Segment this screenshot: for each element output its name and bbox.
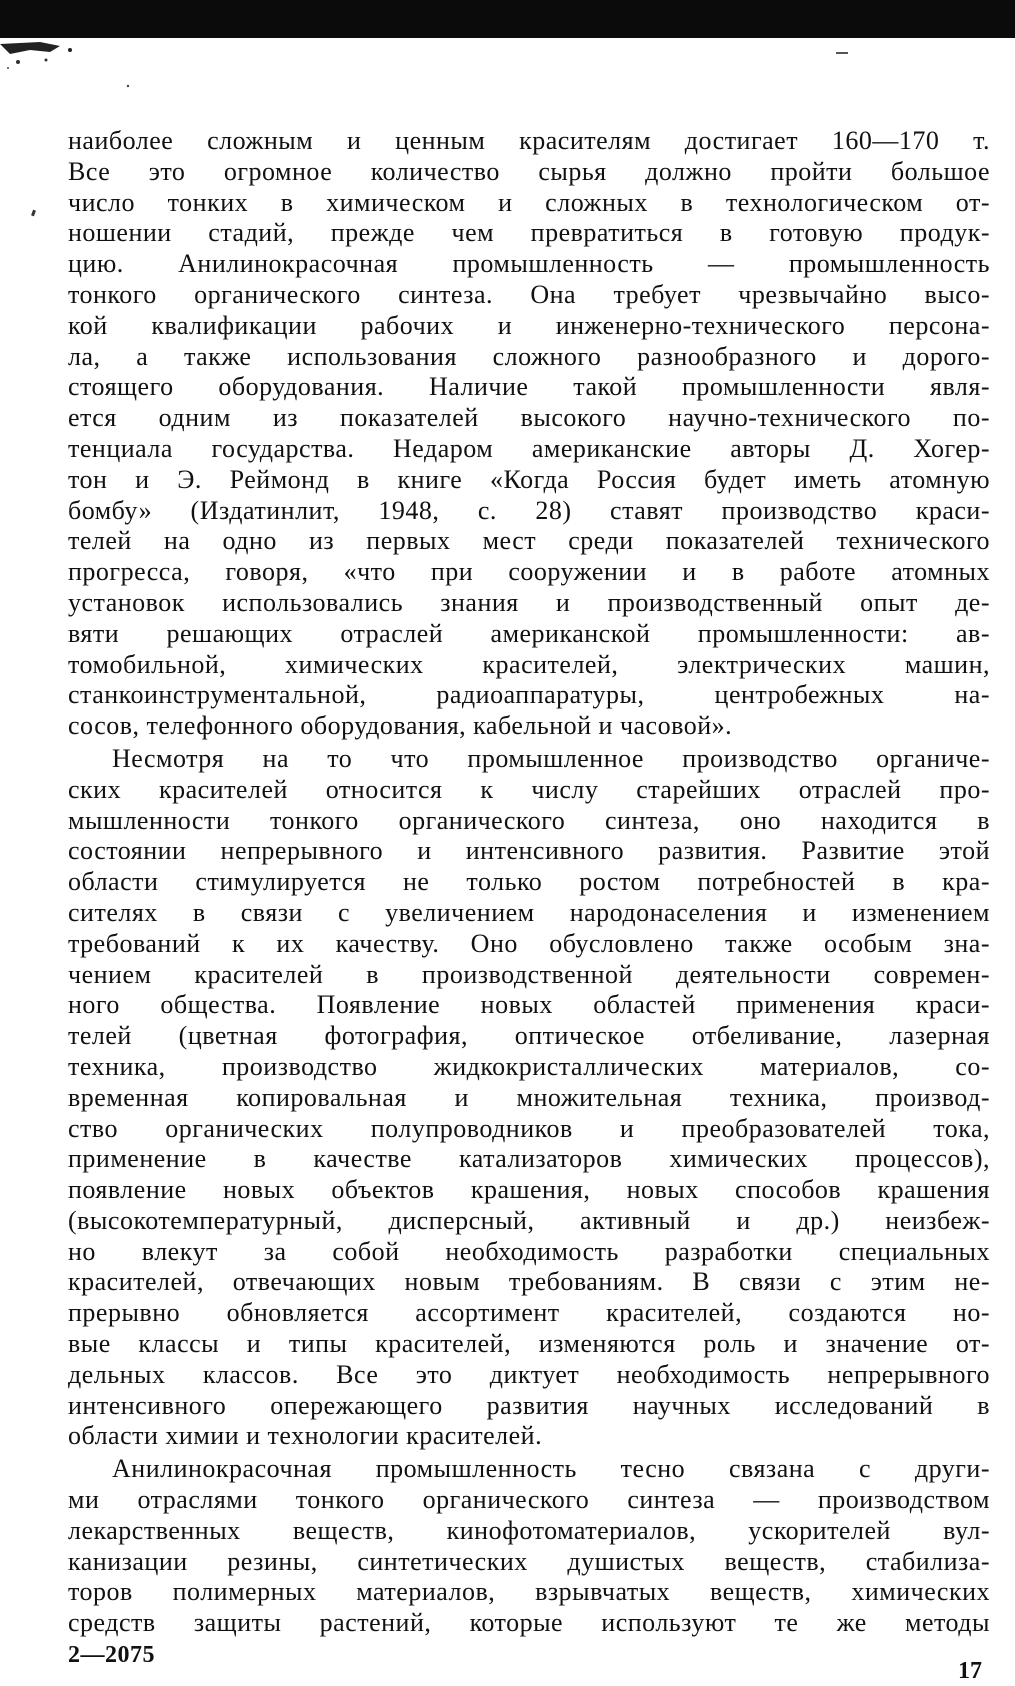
text-line: Несмотря на то что промышленное производство органиче- — [112, 743, 990, 773]
text-line: Все это огромное количество сырья должно пройти большое — [68, 156, 990, 186]
text-line: мышленности тонкого органического синтеза, оно находится в — [68, 805, 990, 835]
text-line: ношении стадий, прежде чем превратиться в готовую продук- — [68, 218, 990, 248]
text-line: кой квалификации рабочих и инженерно-технического персона- — [68, 310, 990, 340]
printer-signature: 2—2075 — [68, 1642, 155, 1668]
text-line: лекарственных веществ, кинофотоматериалов, ускорителей вул- — [68, 1515, 990, 1545]
text-line: торов полимерных материалов, взрывчатых веществ, химических — [68, 1577, 990, 1607]
text-line: бомбу» (Издатинлит, 1948, с. 28) ставят производство краси- — [68, 495, 990, 525]
text-line: телей на одно из первых мест среди показателей технического — [68, 526, 990, 556]
text-line: (высокотемпературный, дисперсный, активный и др.) неизбеж- — [68, 1205, 990, 1235]
text-line: число тонких в химическом и сложных в технологическом от- — [68, 187, 990, 217]
text-line: ми отраслями тонкого органического синтеза — производством — [68, 1485, 990, 1515]
text-line: канизации резины, синтетических душистых веществ, стабилиза- — [68, 1546, 990, 1576]
text-line: станкоинструментальной, радиоаппаратуры, центробежных на- — [68, 680, 990, 710]
text-line: области химии и технологии красителей. — [68, 1421, 543, 1451]
text-line: но влекут за собой необходимость разработки специальных — [68, 1236, 990, 1266]
text-line: тон и Э. Реймонд в книге «Когда Россия будет иметь атомную — [68, 464, 990, 494]
paragraph-2 — [68, 744, 990, 1452]
text-line: ских красителей относится к числу старейших отраслей про- — [68, 774, 990, 804]
text-line: прогресса, говоря, «что при сооружении и в работе атомных — [68, 557, 990, 587]
paragraph-1 — [68, 126, 990, 742]
text-line: телей (цветная фотография, оптическое отбеливание, лазерная — [68, 1021, 990, 1051]
text-line: требований к их качеству. Оно обусловлено также особым зна- — [68, 928, 990, 958]
text-line: интенсивного опережающего развития научных исследований в — [68, 1390, 990, 1420]
margin-mark — [31, 210, 36, 217]
scan-tick-mark — [836, 52, 848, 54]
text-line: красителей, отвечающих новым требованиям. В связи с этим не- — [68, 1267, 990, 1297]
page-number: 17 — [958, 1658, 982, 1684]
text-line: применение в качестве катализаторов химических процессов), — [68, 1144, 990, 1174]
text-line: цию. Анилинокрасочная промышленность — промышленность — [68, 249, 990, 279]
scan-noise — [0, 38, 140, 98]
paragraph-3 — [68, 1454, 990, 1639]
text-line: появление новых объектов крашения, новых способов крашения — [68, 1175, 990, 1205]
body-text — [68, 126, 990, 1639]
text-line: сосов, телефонного оборудования, кабельной и часовой». — [68, 711, 733, 741]
text-line: тенциала государства. Недаром американские авторы Д. Хогер- — [68, 433, 990, 463]
text-line: установок использовались знания и производственный опыт де- — [68, 587, 990, 617]
scan-top-border — [0, 0, 1015, 38]
text-line: состоянии непрерывного и интенсивного развития. Развитие этой — [68, 836, 990, 866]
text-line: томобильной, химических красителей, электрических машин, — [68, 649, 990, 679]
text-line: временная копировальная и множительная техника, производ- — [68, 1082, 990, 1112]
text-line: техника, производство жидкокристаллических материалов, со- — [68, 1051, 990, 1081]
text-line: чением красителей в производственной деятельности современ- — [68, 959, 990, 989]
text-line: сителях в связи с увеличением народонаселения и изменением — [68, 897, 990, 927]
text-line: средств защиты растений, которые используют те же методы — [68, 1608, 990, 1638]
text-line: наиболее сложным и ценным красителям достигает 160—170 т. — [68, 126, 990, 155]
text-line: ется одним из показателей высокого научно-технического по- — [68, 403, 990, 433]
text-line: Анилинокрасочная промышленность тесно связана с други- — [112, 1454, 990, 1484]
text-line: ла, а также использования сложного разнообразного и дорого- — [68, 341, 990, 371]
text-line: вые классы и типы красителей, изменяются роль и значение от- — [68, 1329, 990, 1359]
text-line: стоящего оборудования. Наличие такой промышленности явля- — [68, 372, 990, 402]
text-line: области стимулируется не только ростом потребностей в кра- — [68, 867, 990, 897]
text-line: ного общества. Появление новых областей применения краси- — [68, 990, 990, 1020]
text-line: вяти решающих отраслей американской промышленности: ав- — [68, 618, 990, 648]
text-line: прерывно обновляется ассортимент красителей, создаются но- — [68, 1298, 990, 1328]
text-line: тонкого органического синтеза. Она требует чрезвычайно высо- — [68, 279, 990, 309]
text-line: ство органических полупроводников и преобразователей тока, — [68, 1113, 990, 1143]
text-line: дельных классов. Все это диктует необходимость непрерывного — [68, 1359, 990, 1389]
